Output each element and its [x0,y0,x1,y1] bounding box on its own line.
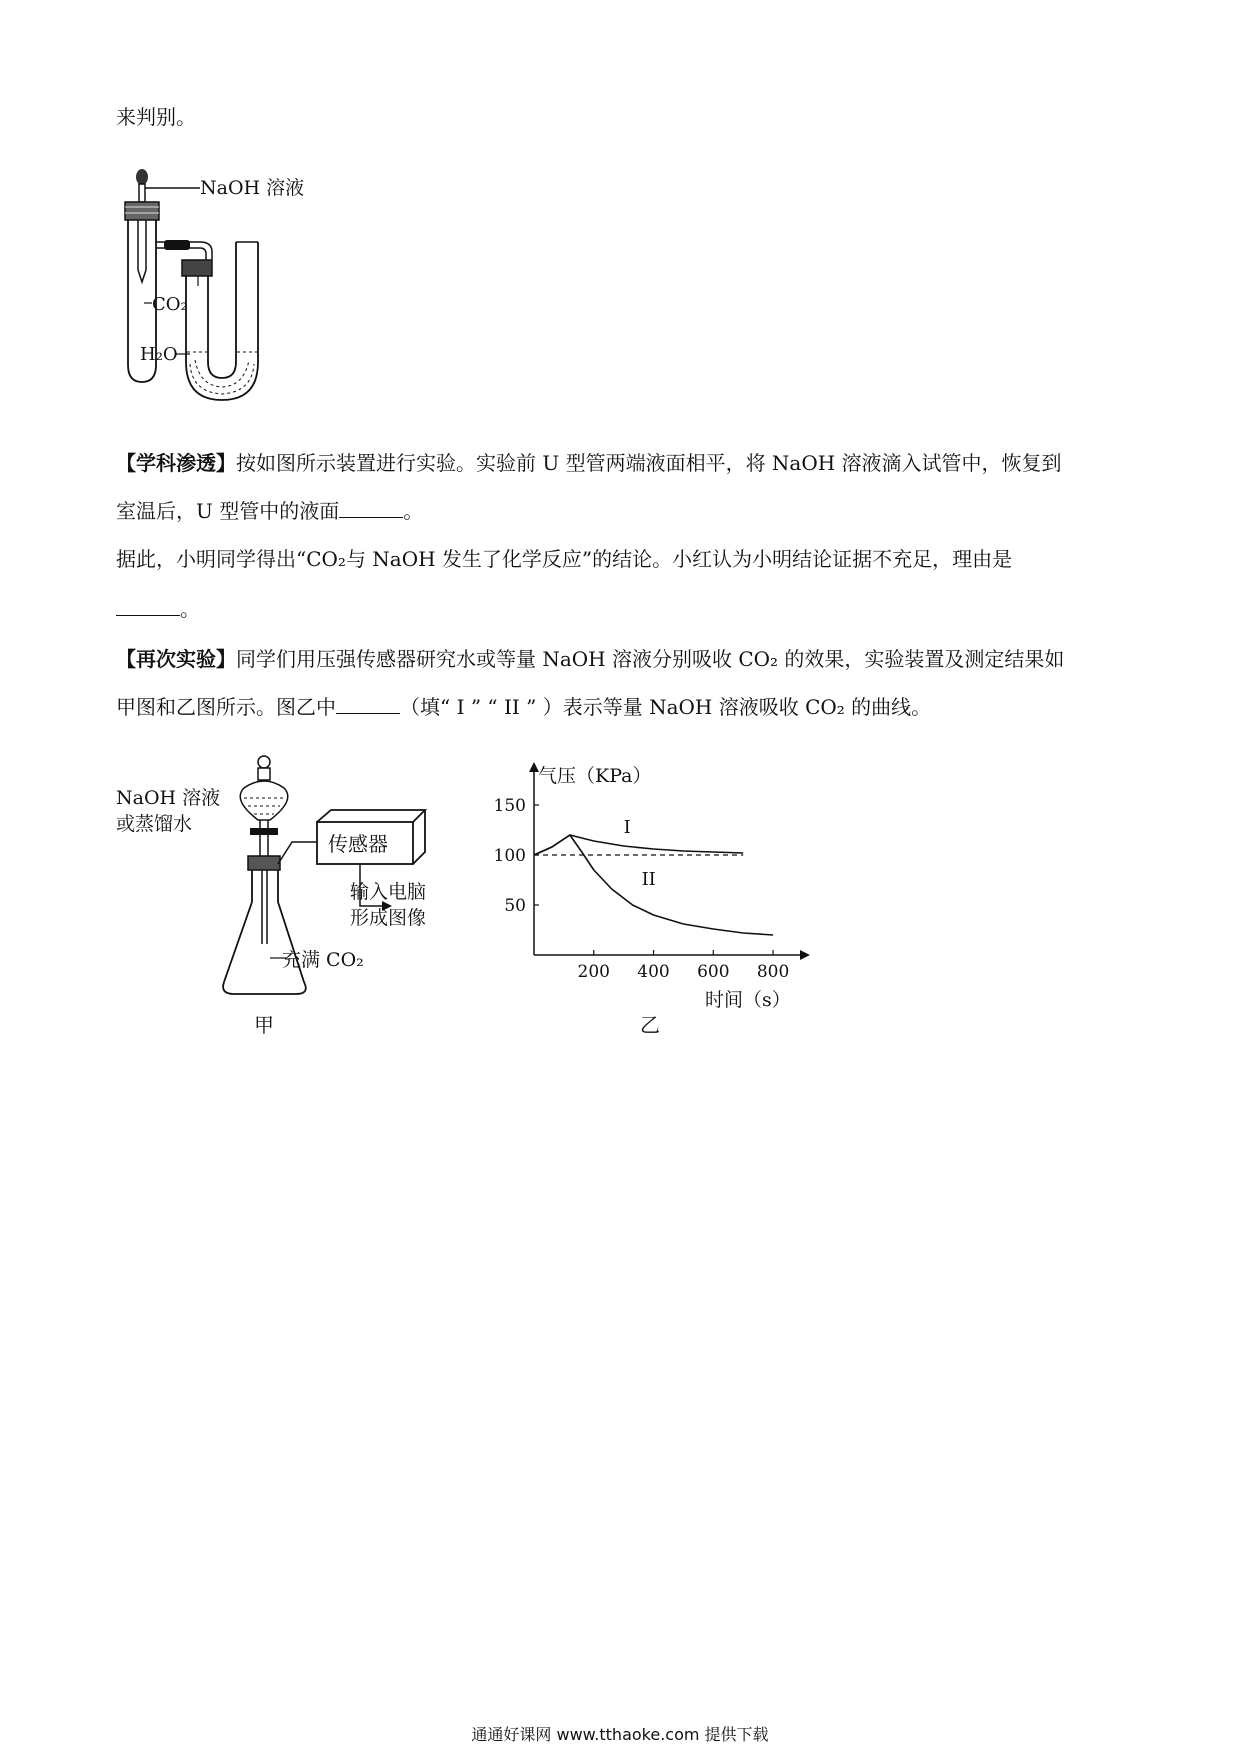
section2-line1 [116,640,1136,678]
sensor-label: 传感器 [328,832,388,856]
funnel-stopper [258,756,270,768]
rubber-connector [164,240,190,250]
separatory-funnel [240,781,288,820]
output-label-1: 输入电脑 [350,881,427,903]
flask-label: 充满 CO₂ [282,949,364,971]
section2-line2-text: 甲图和乙图所示。图乙中 [116,695,336,719]
x-tick-label-200: 200 [577,962,610,982]
x-tick-label-800: 800 [756,962,790,982]
h2o-label: H₂O [140,344,178,365]
section1-line1 [116,444,1136,482]
x-tick-label-400: 400 [637,962,670,982]
section1-line4-end: 。 [180,597,200,621]
series-label-II: II [641,869,656,890]
section2-line2-end: （填“ I ” “ II ” ）表示等量 NaOH 溶液吸收 CO₂ 的曲线。 [400,695,932,719]
u-tube-stopper [182,260,212,276]
naoh-label: NaOH 溶液 [200,177,305,199]
water-surface [187,352,257,394]
liquid-label-1: NaOH 溶液 [116,787,221,809]
liquid-label-2: 或蒸馏水 [116,813,193,835]
dropper-neck [139,184,145,202]
footer-text: 通通好课网 www.tthaoke.com 提供下载 [471,1725,769,1744]
co2-label: CO₂ [152,294,188,315]
caption-jia: 甲 [254,1013,274,1037]
section1-line2 [116,492,1136,530]
section1-line2-end: 。 [403,499,424,523]
x-tick-label-600: 600 [697,962,730,982]
y-tick-label-150: 150 [493,796,526,816]
dropper-tube [138,220,146,282]
y-tick-label-50: 50 [504,896,526,916]
chart-caption: 乙 [640,1013,660,1037]
chart-ylabel: 气压（KPa） [538,765,652,787]
section2-line1-text: 同学们用压强传感器研究水或等量 NaOH 溶液分别吸收 CO₂ 的效果，实验装置及测定结果如 [236,647,1065,671]
section2-title: 【再次实验】 [116,647,236,671]
flask-stopper [248,856,280,870]
answer-blank-1[interactable] [339,499,403,518]
section1-title: 【学科渗透】 [116,451,236,475]
section1-line4 [116,590,1136,628]
section1-line2-text: 室温后，U 型管中的液面 [116,499,340,523]
sensor-cable [278,842,317,864]
section1-line1-text: 按如图所示装置进行实验。实验前 U 型管两端液面相平，将 NaOH 溶液滴入试管中，恢复到 [236,451,1062,475]
answer-blank-3[interactable] [336,695,400,714]
chart-xlabel: 时间（s） [705,989,791,1011]
x-axis-arrow [800,950,810,960]
figure-yi-pressure-chart [490,752,820,1042]
answer-blank-2[interactable] [116,597,180,616]
dropper-bulb [136,169,148,185]
y-tick-label-100: 100 [493,846,526,866]
series-label-I: I [623,817,631,838]
top-text: 来判别。 [116,105,196,129]
funnel-valve [250,828,278,835]
section1-line3: 据此，小明同学得出“CO₂与 NaOH 发生了化学反应”的结论。小红认为小明结论证据不充足，理由是 [116,547,1013,571]
conical-flask [223,870,306,994]
tube-stopper [125,202,159,220]
figure-u-tube-apparatus [120,160,350,425]
figure-jia-flask-apparatus [112,752,492,1042]
output-label-2: 形成图像 [350,907,427,929]
section2-line2 [116,688,1136,726]
